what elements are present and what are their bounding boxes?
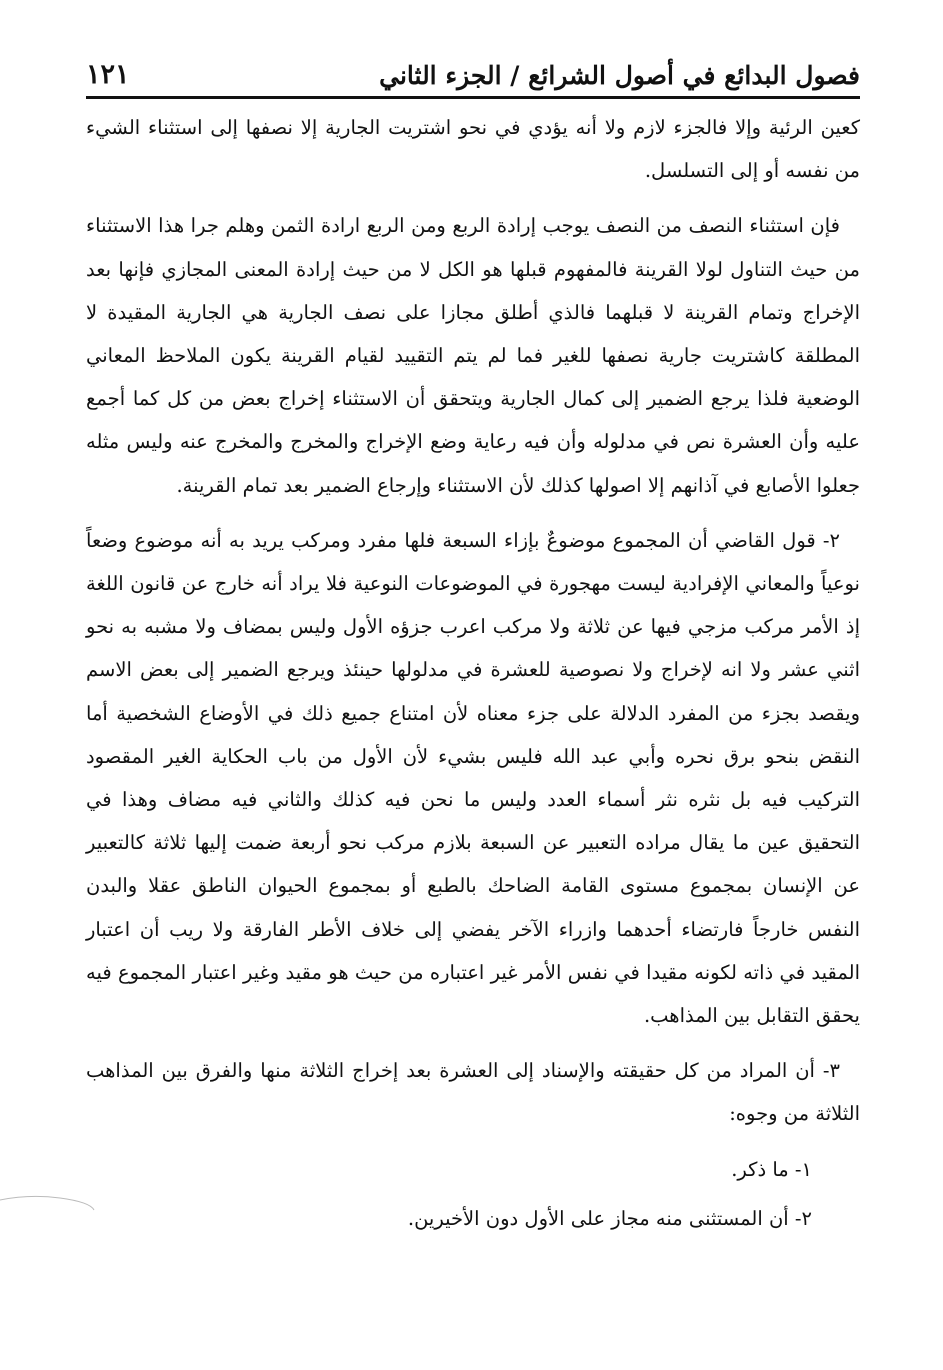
paragraph-4: ٣- أن المراد من كل حقيقته والإسناد إلى العشرة بعد إخراج الثلاثة منها والفرق بين المذاهب الثلاثة من وجوه:: [86, 1059, 860, 1126]
running-title: فصول البدائع في أصول الشرائع / الجزء الثاني: [379, 61, 860, 90]
list-item-1: ١- ما ذكر.: [731, 1157, 812, 1181]
paragraph-1: كعين الرئية وإلا فالجزء لازم ولا أنه يؤدي في نحو اشتريت الجارية إلا نصفها إلى استثناء الشيء من نفسه أو إلى التسلسل.: [86, 116, 860, 183]
header-rule: [86, 96, 860, 99]
page-number: ١٢١: [86, 59, 130, 90]
page-header: [86, 44, 860, 90]
margin-pencil-mark: [0, 1192, 96, 1214]
paragraph-3: ٢- قول القاضي أن المجموع موضوعٌ بإزاء السبعة فلها مفرد ومركب يريد به أنه موضوع وضعاً نوعياً والمعاني الإفرادية ليست مهجورة في الموضوعات النوعية فلا يراد أنه خارج عن قانون اللغة إذ الأمر مركب مزجي فيها عن ثلاثة ولا مركب اعرب جزؤه الأول وليس بمضاف ولا مشبه به نحو اثني عشر ولا انه لإخراج ولا نصوصية للعشرة في مدلولها حينئذ ويرجع الضمير إلى بعض الاسم ويقصد بجزء من المفرد الدلالة على جزء معناه لأن امتناع جميع ذلك في الأوضاع الشخصية أما النقض بنحو برق نحره وأبي عبد الله فليس بشيء لأن الأول من باب الحكاية الغير المقصود التركيب فيه بل نثره نثر أسماء العدد وليس ما نحن فيه كذلك والثاني فيه مضاف وهذا في التحقيق عين ما يقال مراده التعبير عن السبعة بلازم مركب نحو أربعة ضمت إليها ثلاثة كالتعبير عن الإنسان بمجموع مستوى القامة الضاحك بالطبع أو بمجموع الحيوان الناطق عقلا والبدن النفس خارجاً فارتضاء أحدهما وازراء الآخر يفضي إلى خلاف الأطر الفارقة ولا ريب أن اعتبار المقيد في ذاته لكونه مقيدا في نفس الأمر غير اعتباره من حيث هو مقيد وغير اعتبار المجموع فيه يحقق التقابل بين المذاهب.: [86, 528, 860, 1028]
page-body: [86, 106, 860, 1240]
list-item-2: ٢- أن المستثنى منه مجاز على الأول دون الأخيرين.: [407, 1206, 812, 1230]
paragraph-2: فإن استثناء النصف من النصف يوجب إرادة الربع ومن الربع ارادة الثمن وهلم جرا هذا الاستثناء من حيث التناول لولا القرينة فالمفهوم قبلها هو الكل لا من حيث إرادة المعنى المجازي فإنها بعد الإخراج وتمام القرينة لا قبلهما فالذي أطلق مجازا على نصف الجارية هي الجارية المقيدة لا المطلقة كاشتريت جارية نصفها للغير فما لم يتم التقييد لقيام القرينة يكون الملاحظ المعاني الوضعية فلذا يرجع الضمير إلى كمال الجارية ويتحقق أن الاستثناء إخراج بعض من كل كما أجمع عليه وأن العشرة نص في مدلوله وأن فيه رعاية وضع الإخراج والمخرج والمخرج عنه وليس مثله جعلوا الأصابع في آذانهم إلا اصولها كذلك لأن الاستثناء وإرجاع الضمير بعد تمام القرينة.: [86, 214, 860, 497]
